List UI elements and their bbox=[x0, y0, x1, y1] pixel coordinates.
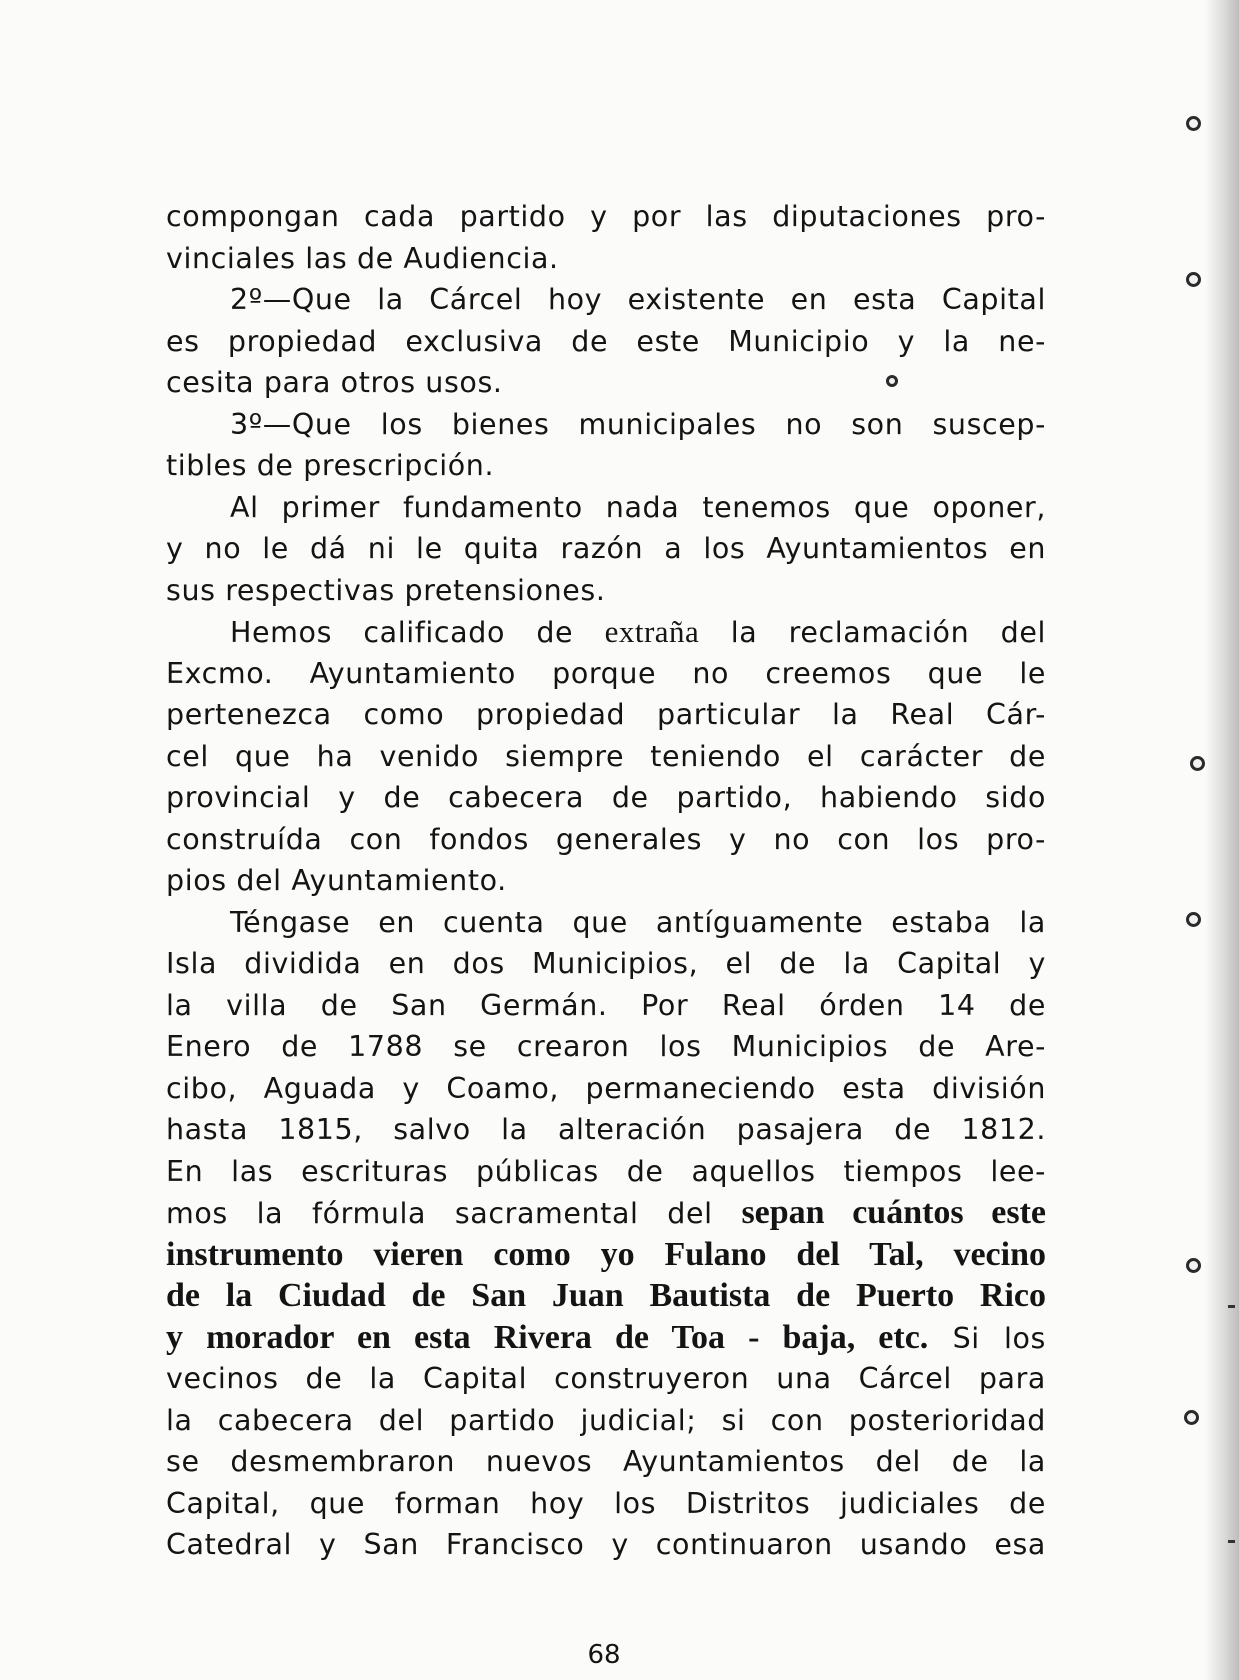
text-line: Isla dividida en dos Municipios, el de la Capital y bbox=[166, 947, 1046, 980]
page-edge-shadow bbox=[1205, 0, 1239, 1680]
text-line: provincial y de cabecera de partido, habiendo sido bbox=[166, 781, 1046, 814]
text-line: Enero de 1788 se crearon los Municipios de Are- bbox=[166, 1030, 1046, 1063]
text-line: se desmembraron nuevos Ayuntamientos del de la bbox=[166, 1445, 1046, 1478]
text-line: sus respectivas pretensiones. bbox=[166, 573, 606, 607]
body-text bbox=[166, 196, 1046, 1566]
text-line: cesita para otros usos. bbox=[166, 366, 503, 399]
text-line bbox=[166, 611, 1046, 653]
text-line: Téngase en cuenta que antíguamente estaba la bbox=[230, 905, 1046, 939]
emphasis-word: extraña bbox=[604, 614, 700, 649]
text-line: Al primer fundamento nada tenemos que oponer, bbox=[230, 490, 1046, 524]
text-line: Catedral y San Francisco y continuaron usando esa bbox=[166, 1528, 1046, 1561]
formula-quote-line: de la Ciudad de San Juan Bautista de Puerto Rico bbox=[166, 1277, 1046, 1314]
binding-hole-icon bbox=[1186, 272, 1201, 287]
text-line: la cabecera del partido judicial; si con posterioridad bbox=[166, 1403, 1046, 1437]
text-line bbox=[166, 1317, 1046, 1359]
text-line: hasta 1815, salvo la alteración pasajera de 1812. bbox=[166, 1113, 1046, 1146]
binding-hole-icon bbox=[1190, 756, 1205, 771]
text-run: Hemos calificado de bbox=[230, 616, 574, 649]
text-line: 3º—Que los bienes municipales no son suscep- bbox=[230, 407, 1046, 441]
text-line: cel que ha venido siempre teniendo el carácter de bbox=[166, 739, 1046, 773]
text-line: Excmo. Ayuntamiento porque no creemos que le bbox=[166, 656, 1046, 690]
binding-hole-icon bbox=[1184, 1410, 1199, 1425]
text-line: cibo, Aguada y Coamo, permaneciendo esta división bbox=[166, 1071, 1046, 1105]
text-line: es propiedad exclusiva de este Municipio y la ne- bbox=[166, 324, 1046, 358]
text-line: compongan cada partido y por las diputaciones pro- bbox=[166, 200, 1046, 233]
text-line: vinciales las de Audiencia. bbox=[166, 241, 559, 275]
binding-hole-icon bbox=[1186, 116, 1201, 131]
margin-mark bbox=[1228, 1305, 1235, 1308]
text-line: tibles de prescripción. bbox=[166, 449, 495, 482]
text-line: 2º—Que la Cárcel hoy existente en esta Capital bbox=[230, 283, 1046, 316]
text-line: En las escrituras públicas de aquellos tiempos lee- bbox=[166, 1154, 1046, 1188]
text-run: la reclamación del bbox=[730, 616, 1046, 649]
page-number: 68 bbox=[587, 1640, 621, 1664]
text-line: pertenezca como propiedad particular la Real Cár- bbox=[166, 698, 1046, 731]
formula-quote: sepan cuántos este bbox=[741, 1194, 1047, 1231]
text-line: Capital, que forman hoy los Distritos judiciales de bbox=[166, 1486, 1046, 1520]
text-line: pios del Ayuntamiento. bbox=[166, 864, 507, 897]
binding-hole-icon bbox=[1186, 912, 1201, 927]
margin-mark bbox=[1228, 1540, 1235, 1543]
text-run: Si los bbox=[952, 1321, 1047, 1355]
formula-quote-line: instrumento vieren como yo Fulano del Tal, vecino bbox=[166, 1235, 1046, 1273]
binding-hole-icon bbox=[1186, 1258, 1201, 1273]
text-line: construída con fondos generales y no con los pro- bbox=[166, 822, 1046, 856]
text-line: vecinos de la Capital construyeron una Cárcel para bbox=[166, 1362, 1046, 1395]
text-line: la villa de San Germán. Por Real órden 14 de bbox=[166, 988, 1046, 1022]
formula-quote: y morador en esta Rivera de Toa - baja, etc. bbox=[166, 1318, 929, 1356]
text-line: y no le dá ni le quita razón a los Ayuntamientos en bbox=[166, 532, 1046, 565]
ink-spot-icon bbox=[886, 375, 898, 387]
text-run: mos la fórmula sacramental del bbox=[166, 1197, 713, 1230]
text-line bbox=[166, 1192, 1046, 1234]
